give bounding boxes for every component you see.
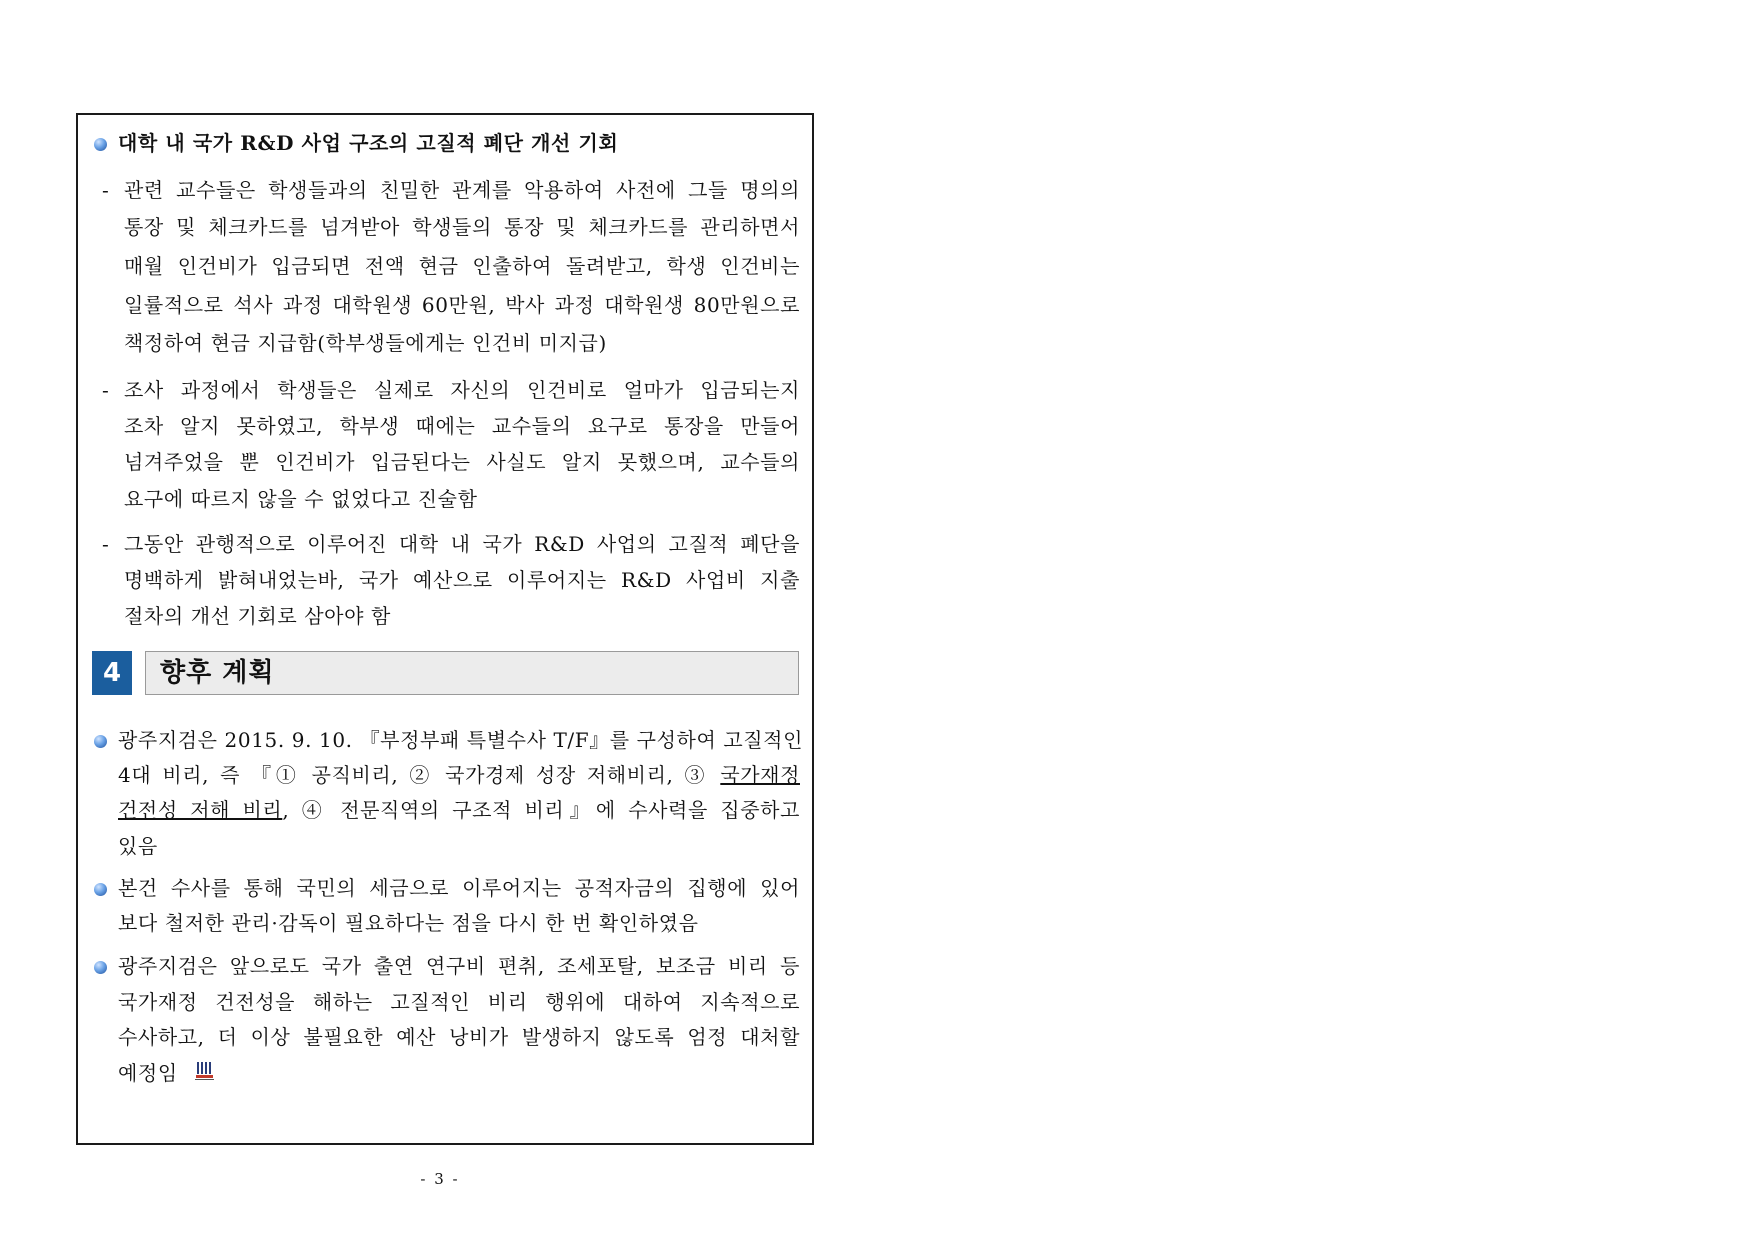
paragraph-line: 본건 수사를 통해 국민의 세금으로 이루어지는 공적자금의 집행에 있어 (118, 876, 800, 900)
paragraph-line: 광주지검은 앞으로도 국가 출연 연구비 편취, 조세포탈, 보조금 비리 등 (118, 954, 800, 978)
text-span: , ④ 전문직역의 구조적 비리』에 수사력을 집중하고 (282, 798, 800, 822)
section-title: 향후 계획 (160, 658, 275, 688)
paragraph-line: 매월 인건비가 입금되면 전액 현금 인출하여 돌려받고, 학생 인건비는 (124, 254, 800, 278)
seal-icon (195, 1061, 214, 1081)
section-heading: 대학 내 국가 R&D 사업 구조의 고질적 폐단 개선 기회 (118, 131, 619, 155)
paragraph-line: 보다 철저한 관리·감독이 필요하다는 점을 다시 한 번 확인하였음 (118, 911, 699, 935)
underlined-text: 국가재정 (720, 763, 800, 787)
bullet-icon (94, 138, 107, 151)
paragraph-line: 수사하고, 더 이상 불필요한 예산 낭비가 발생하지 않도록 엄정 대처할 (118, 1025, 800, 1049)
bullet-icon (94, 883, 107, 896)
bullet-icon (94, 961, 107, 974)
paragraph-line: 책정하여 현금 지급함(학부생들에게는 인건비 미지급) (124, 331, 607, 355)
underlined-text: 건전성 저해 비리 (118, 798, 283, 822)
paragraph-line: 국가재정 건전성을 해하는 고질적인 비리 행위에 대하여 지속적으로 (118, 990, 800, 1014)
text-span: 4대 비리, 즉 『① 공직비리, ② 국가경제 성장 저해비리, ③ (118, 763, 721, 787)
paragraph-line: 그동안 관행적으로 이루어진 대학 내 국가 R&D 사업의 고질적 폐단을 (124, 532, 800, 556)
page-number: - 3 - (420, 1170, 460, 1188)
dash-marker: - (102, 532, 109, 556)
bullet-icon (94, 735, 107, 748)
paragraph-line: 있음 (118, 834, 158, 858)
dash-marker: - (102, 378, 109, 402)
paragraph-line: 요구에 따르지 않을 수 없었다고 진술함 (124, 487, 478, 511)
dash-marker: - (102, 178, 109, 202)
paragraph-line: 통장 및 체크카드를 넘겨받아 학생들의 통장 및 체크카드를 관리하면서 (124, 215, 800, 239)
paragraph-line: 예정임 (118, 1061, 178, 1085)
section-number: 4 (92, 651, 132, 695)
paragraph-line: 넘겨주었을 뿐 인건비가 입금된다는 사실도 알지 못했으며, 교수들의 (124, 450, 800, 474)
paragraph-line: 조차 알지 못하였고, 학부생 때에는 교수들의 요구로 통장을 만들어 (124, 414, 800, 438)
paragraph-line (118, 763, 800, 787)
paragraph-line: 광주지검은 2015. 9. 10. 『부정부패 특별수사 T/F』를 구성하여 고질적인 (118, 728, 803, 752)
paragraph-line: 관련 교수들은 학생들과의 친밀한 관계를 악용하여 사전에 그들 명의의 (124, 178, 800, 202)
paragraph-line: 명백하게 밝혀내었는바, 국가 예산으로 이루어지는 R&D 사업비 지출 (124, 568, 800, 592)
paragraph-line: 절차의 개선 기회로 삼아야 함 (124, 604, 391, 628)
paragraph-line: 일률적으로 석사 과정 대학원생 60만원, 박사 과정 대학원생 80만원으로 (124, 293, 800, 317)
paragraph-line (118, 798, 800, 822)
paragraph-line: 조사 과정에서 학생들은 실제로 자신의 인건비로 얼마가 입금되는지 (124, 378, 800, 402)
